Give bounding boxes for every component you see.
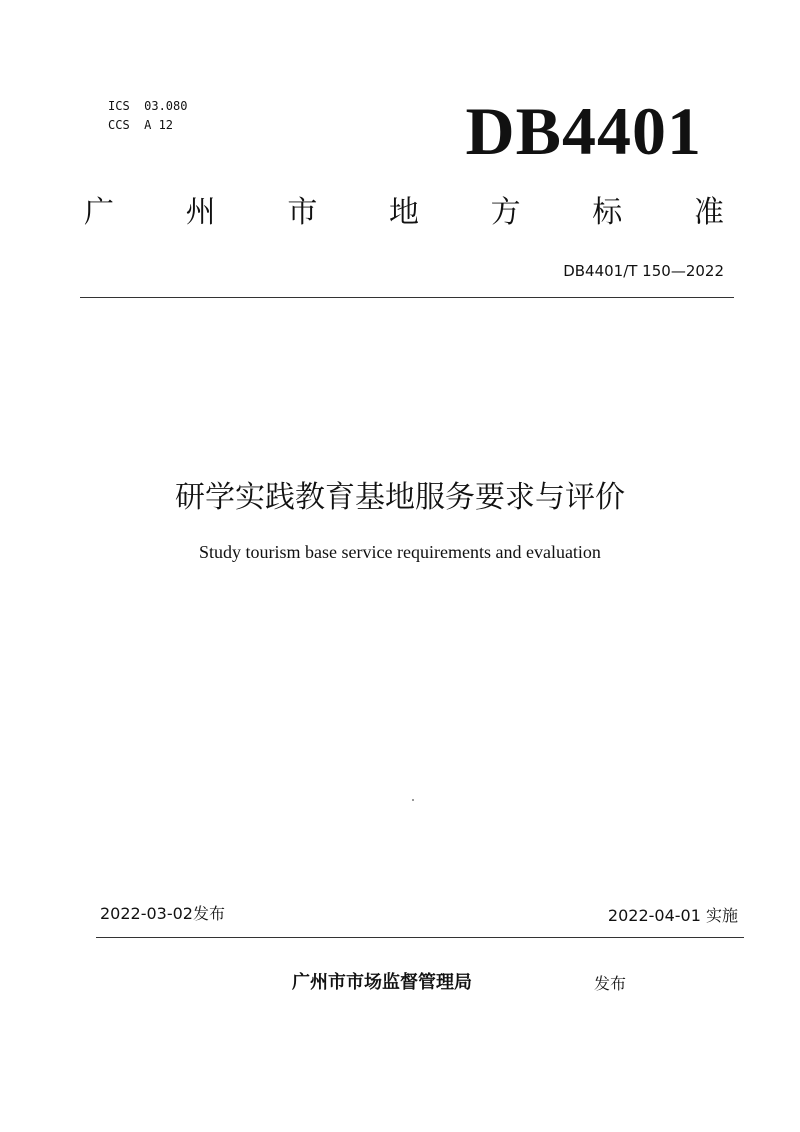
standard-type-char: 州 bbox=[185, 195, 216, 230]
implementation-date: 2022-04-01 实施 bbox=[607, 906, 738, 925]
standard-type-char: 市 bbox=[287, 195, 318, 230]
standard-type-heading bbox=[84, 192, 724, 234]
ccs-code: CCS A 12 bbox=[108, 118, 174, 132]
standard-number: DB4401/T 150—2022 bbox=[563, 262, 724, 280]
stray-dot bbox=[412, 799, 414, 801]
issuing-label: 发布 bbox=[594, 974, 627, 993]
footer-divider bbox=[96, 937, 744, 938]
release-date: 2022-03-02发布 bbox=[100, 904, 225, 923]
document-title-english: Study tourism base service requirements and evaluation bbox=[199, 542, 601, 562]
standard-type-char: 准 bbox=[693, 195, 724, 230]
standard-type-char: 地 bbox=[388, 195, 419, 230]
standard-type-char: 标 bbox=[592, 195, 623, 230]
header-divider bbox=[80, 297, 734, 298]
issuing-authority: 广州市市场监督管理局 bbox=[292, 972, 472, 993]
standard-logo: DB4401 bbox=[465, 93, 702, 169]
standard-type-char: 方 bbox=[490, 195, 521, 230]
ics-code: ICS 03.080 bbox=[108, 99, 188, 113]
document-title-chinese: 研学实践教育基地服务要求与评价 bbox=[175, 480, 625, 515]
standard-type-char: 广 bbox=[84, 195, 114, 230]
